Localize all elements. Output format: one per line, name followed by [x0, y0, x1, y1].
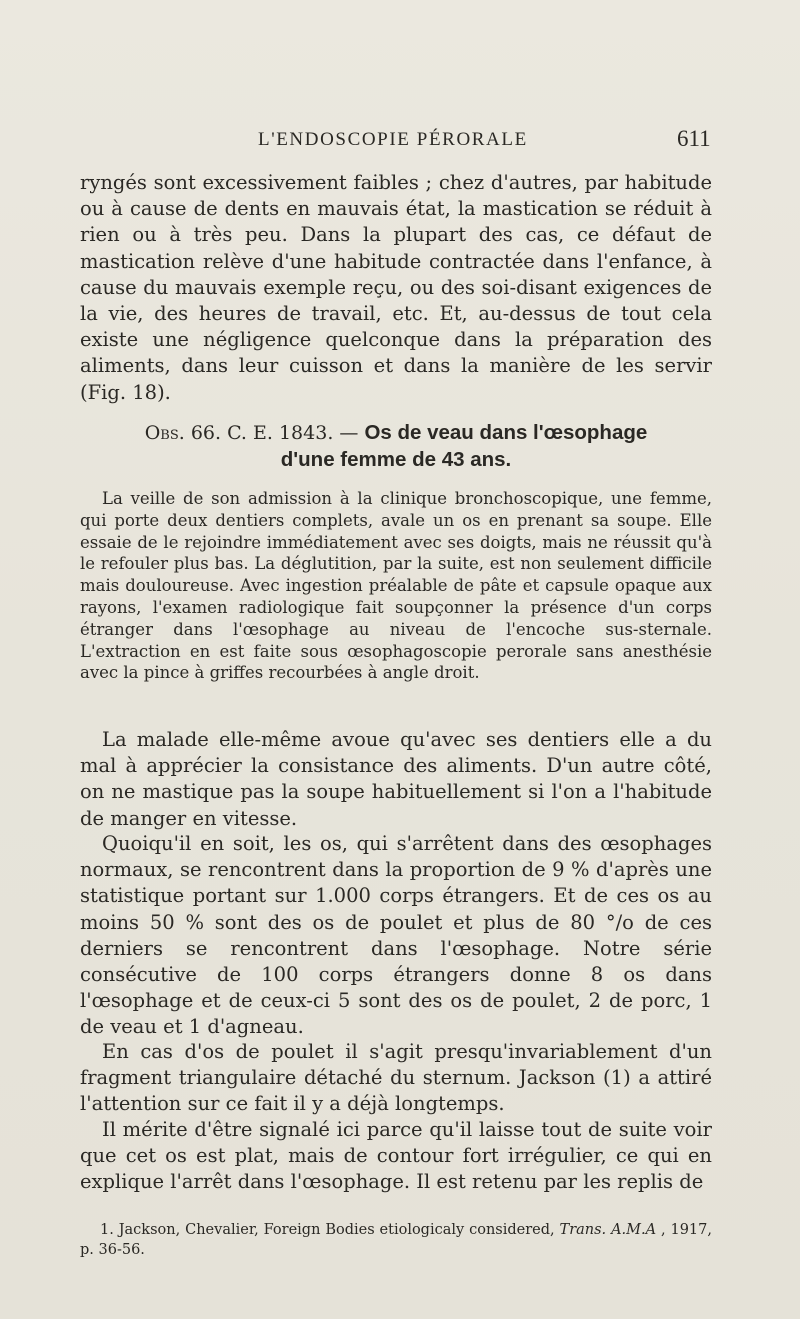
- observation-body: La veille de son admission à la clinique bronchoscopique, une femme, qui porte deux dentiers complets, avale un os en prenant sa soupe. Elle essaie de le rejoindre immédiatement avec ses doigts, mais ne réussit qu'à le refouler plus bas. La déglutition, par la suite, est non seulement difficile mais douloureuse. Avec ingestion préalable de pâte et capsule opaque aux rayons, l'examen radiologique fait soupçonner la présence d'un corps étranger dans l'œsophage au niveau de l'encoche sus-sternale. L'extraction en est faite sous œsophagoscopie perorale sans anesthésie avec la pince à griffes recourbées à angle droit.: [80, 489, 712, 683]
- footnote-prefix: 1. Jackson, Chevalier, Foreign Bodies etiologicaly considered,: [100, 1222, 560, 1238]
- observation-title-line2: d'une femme de 43 ans.: [280, 448, 512, 471]
- running-title: L'ENDOSCOPIE PÉRORALE: [258, 129, 528, 150]
- observation-heading: [80, 420, 712, 474]
- paragraph-5: Il mérite d'être signalé ici parce qu'il laisse tout de suite voir que cet os est plat, mais de contour fort irrégulier, ce qui en explique l'arrêt dans l'œsophage. Il est retenu par les replis de: [80, 1118, 712, 1194]
- footnote-suffix: , 1917, p. 36-56.: [80, 1222, 712, 1258]
- paragraph-2: La malade elle-même avoue qu'avec ses dentiers elle a du mal à apprécier la consistance des aliments. D'un autre côté, on ne mastique pas la soupe habituellement si l'on a l'habitude de manger en vitesse.: [80, 728, 712, 830]
- running-head: [0, 126, 800, 155]
- observation-label: Obs.: [144, 422, 185, 444]
- paragraph-4: En cas d'os de poulet il s'agit presqu'invariablement d'un fragment triangulaire détaché du sternum. Jackson (1) a attiré l'attention sur ce fait il y a déjà longtemps.: [80, 1040, 712, 1116]
- observation-ref-text: 66. C. E. 1843. —: [184, 422, 365, 444]
- footnote-journal: Trans. A.M.A: [559, 1222, 657, 1238]
- paragraph-3: Quoiqu'il en soit, les os, qui s'arrêtent dans des œsophages normaux, se rencontrent dans la proportion de 9 % d'après une statistique portant sur 1.000 corps étrangers. Et de ces os au moins 50 % sont des os de poulet et plus de 80 °/o de ces derniers se rencontrent dans l'œsophage. Notre série consécutive de 100 corps étrangers donne 8 os dans l'œsophage et de ceux-ci 5 sont des os de poulet, 2 de porc, 1 de veau et 1 d'agneau.: [80, 832, 712, 1039]
- footnote: [80, 1220, 712, 1260]
- observation-title-line1: Os de veau dans l'œsophage: [364, 421, 648, 444]
- observation-reference: [145, 422, 365, 444]
- page-number: 611: [677, 126, 711, 151]
- paragraph-1: ryngés sont excessivement faibles ; chez d'autres, par habitude ou à cause de dents en mauvais état, la mastication se réduit à rien ou à très peu. Dans la plupart des cas, ce défaut de mastication relève d'une habitude contractée dans l'enfance, à cause du mauvais exemple reçu, ou des soi-disant exigences de la vie, des heures de travail, etc. Et, au-dessus de tout cela existe une négligence quelconque dans la préparation des aliments, dans leur cuisson et dans la manière de les servir (Fig. 18).: [80, 171, 712, 404]
